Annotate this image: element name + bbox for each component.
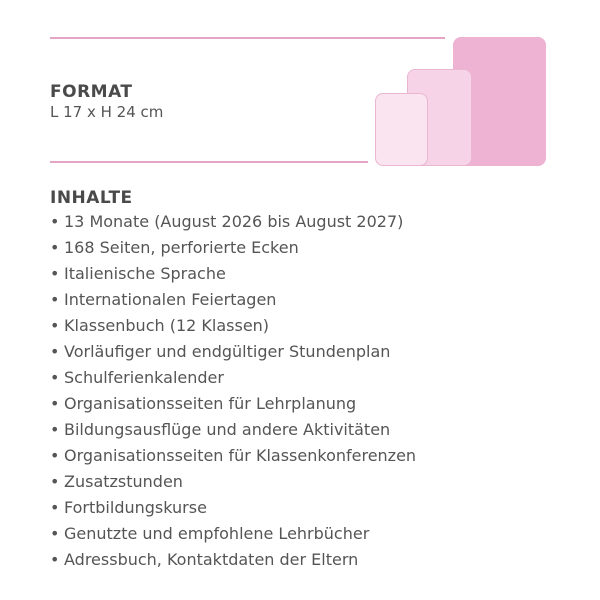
list-item-label: Internationalen Feiertagen	[64, 290, 277, 309]
bullet-icon: •	[50, 524, 60, 543]
bullet-icon: •	[50, 498, 60, 517]
list-item-label: Italienische Sprache	[64, 264, 226, 283]
bullet-icon: •	[50, 368, 60, 387]
bullet-icon: •	[50, 420, 60, 439]
contents-list	[50, 209, 570, 573]
list-item-label: Klassenbuch (12 Klassen)	[64, 316, 270, 335]
list-item-label: 13 Monate (August 2026 bis August 2027)	[64, 212, 404, 231]
bullet-icon: •	[50, 264, 60, 283]
middle-divider	[50, 161, 368, 163]
bullet-icon: •	[50, 472, 60, 491]
list-item	[50, 417, 570, 443]
bullet-icon: •	[50, 394, 60, 413]
bullet-icon: •	[50, 550, 60, 569]
list-item	[50, 521, 570, 547]
list-item	[50, 469, 570, 495]
format-dimensions: L 17 x H 24 cm	[50, 103, 164, 121]
list-item	[50, 235, 570, 261]
list-item-label: 168 Seiten, perforierte Ecken	[64, 238, 299, 257]
list-item-label: Organisationsseiten für Lehrplanung	[64, 394, 357, 413]
bullet-icon: •	[50, 212, 60, 231]
bullet-icon: •	[50, 290, 60, 309]
format-size-small-illustration	[375, 93, 428, 166]
list-item-label: Schulferienkalender	[64, 368, 224, 387]
list-item-label: Genutzte und empfohlene Lehrbücher	[64, 524, 370, 543]
bullet-icon: •	[50, 342, 60, 361]
list-item	[50, 209, 570, 235]
list-item-label: Vorläufiger und endgültiger Stundenplan	[64, 342, 391, 361]
list-item	[50, 261, 570, 287]
top-divider	[50, 37, 445, 39]
contents-heading: INHALTE	[50, 188, 133, 208]
list-item-label: Bildungsausflüge und andere Aktivitäten	[64, 420, 391, 439]
bullet-icon: •	[50, 238, 60, 257]
list-item	[50, 547, 570, 573]
list-item-label: Adressbuch, Kontaktdaten der Eltern	[64, 550, 359, 569]
list-item	[50, 339, 570, 365]
bullet-icon: •	[50, 316, 60, 335]
list-item-label: Zusatzstunden	[64, 472, 183, 491]
list-item	[50, 391, 570, 417]
bullet-icon: •	[50, 446, 60, 465]
list-item	[50, 313, 570, 339]
format-heading: FORMAT	[50, 82, 133, 102]
list-item	[50, 287, 570, 313]
list-item	[50, 495, 570, 521]
list-item-label: Fortbildungskurse	[64, 498, 207, 517]
list-item-label: Organisationsseiten für Klassenkonferenzen	[64, 446, 417, 465]
list-item	[50, 365, 570, 391]
list-item	[50, 443, 570, 469]
